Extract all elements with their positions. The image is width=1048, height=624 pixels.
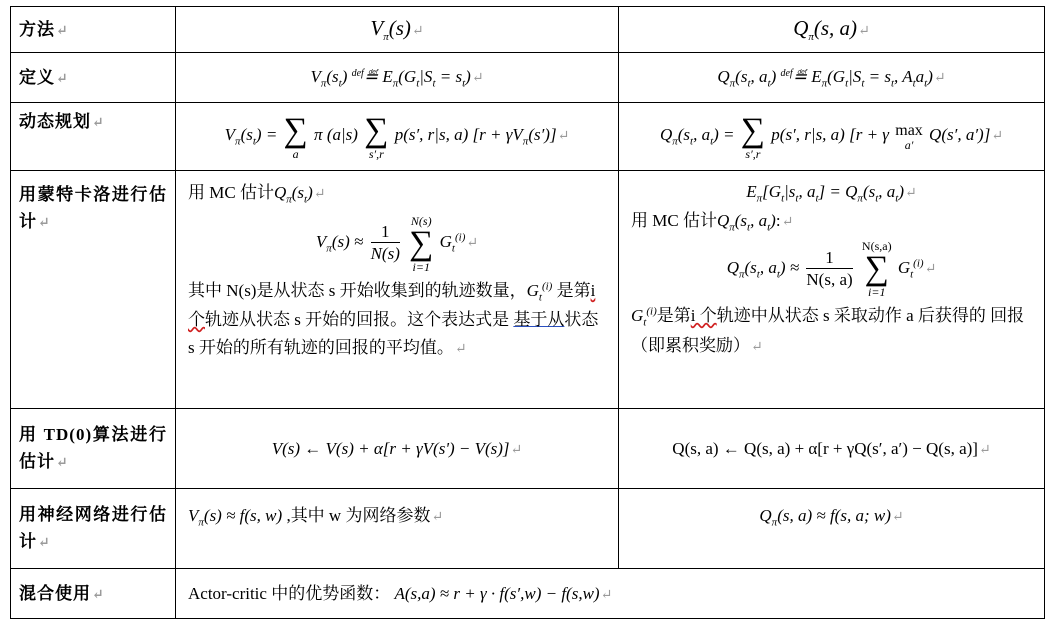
td-v-formula: V(s) ← V(s) + α[r + γV(s') − V(s)] [271, 438, 510, 458]
td-row [11, 409, 1045, 489]
definition-v-formula: $V_\pi(s_t)$ $^{def}$≝ $E_\pi(G_t|S_t = s_t)$ [310, 66, 471, 89]
return-mark-icon: ↵ [557, 129, 570, 145]
return-mark-icon: ↵ [471, 70, 484, 86]
return-mark-icon: ↵ [600, 587, 613, 603]
dp-row [11, 103, 1045, 171]
return-mark-icon: ↵ [56, 71, 69, 87]
header-q-cell [619, 7, 1045, 53]
return-mark-icon: ↵ [56, 456, 69, 472]
mixed-label-cell [11, 569, 176, 619]
dp-q-formula: $Q_\pi(s_t$, $a_t$) = ∑ s′,r p(s′, r|s, a) [r + γ max a′ Q(s′, a′)] [659, 111, 991, 161]
comparison-table [10, 6, 1045, 619]
definition-q-formula: $Q_\pi(s_t$, $a_t$) $^{def}$≝ $E_\pi(G_t|S_t = s_t$, $A_ta_t$) [717, 66, 933, 89]
definition-label: 定义 [19, 67, 55, 87]
dp-v-formula: $V_\pi(s_t)$ = ∑ a π (a|s) ∑ s′,r p(s′, r|s, a) $[r + \gamma V_\pi(s')]$ [224, 111, 557, 161]
td-q-cell [619, 409, 1045, 489]
nn-row [11, 489, 1045, 569]
mc-v-intro: 用 MC 估计$Q_\pi(s_t)↵$ [188, 183, 326, 206]
header-method-cell [11, 7, 176, 53]
return-mark-icon: ↵ [92, 116, 105, 131]
mc-label-cell [11, 171, 176, 409]
return-mark-icon: ↵ [56, 23, 69, 39]
mc-q-intro: 用 MC 估计$Q_\pi(s_t$, $a_t):↵$ [631, 210, 794, 234]
definition-label-cell [11, 53, 176, 103]
return-mark-icon: ↵ [991, 129, 1004, 145]
mc-v-explanation: 其中 N(s)是从状态 s 开始收集到的轨迹数量，$G_t^{(i)}$ 是第i 个轨迹从状态 s 开始的回报。这个表达式是 基于从状态 s 开始的所有轨迹的回报的平均值。↵ [188, 279, 599, 358]
sum-symbol: N(s) ∑ i=1 [409, 213, 434, 274]
mixed-label: 混合使用 [19, 583, 91, 603]
return-mark-icon: ↵ [92, 587, 105, 603]
mc-q-cell [619, 171, 1045, 409]
mc-q-formula-2: $Q_\pi(s_t$, $a_t$) ≈ $\frac{1}{N(s, a)}$ N(s,a) ∑ i=1 $G_t^{(i)}↵$ [726, 239, 937, 300]
mc-label: 用蒙特卡洛进行估计 [19, 185, 167, 232]
nn-v-cell [176, 489, 619, 569]
sum-symbol: ∑ a [283, 111, 308, 161]
td-label-cell [11, 409, 176, 489]
sum-symbol: N(s,a) ∑ i=1 [861, 239, 892, 300]
td-q-formula: Q(s, a) ← Q(s, a) + α[r + γQ(s′, a′) − Q(s, a)] [672, 438, 978, 458]
header-row [11, 7, 1045, 53]
mixed-text: Actor-critic 中的优势函数： [188, 583, 391, 603]
return-mark-icon: ↵ [858, 24, 870, 40]
definition-row [11, 53, 1045, 103]
header-v-cell [176, 7, 619, 53]
nn-label-cell [11, 489, 176, 569]
definition-v-cell [176, 53, 619, 103]
return-mark-icon: ↵ [38, 216, 51, 232]
header-method: 方法 [19, 19, 55, 39]
nn-v-formula: $V_\pi(s) \approx f(s$, w) [188, 506, 283, 529]
fraction: $\frac{1}{N(s, a)}$ [806, 247, 853, 290]
td-v-cell [176, 409, 619, 489]
fraction: $\frac{1}{N(s)}$ [370, 221, 400, 264]
return-mark-icon: ↵ [431, 510, 444, 525]
header-q: $Q_\pi(s$, a) [793, 16, 858, 44]
mc-row [11, 171, 1045, 409]
dp-label-cell [11, 103, 176, 171]
definition-q-cell [619, 53, 1045, 103]
nn-q-formula: $Q_\pi(s$, a) ≈ f(s, a; w) [759, 506, 891, 529]
header-v: $V_\pi(s)$ [370, 16, 411, 44]
nn-label: 用神经网络进行估计 [19, 505, 167, 552]
dp-label: 动态规划 [19, 112, 91, 131]
return-mark-icon: ↵ [891, 510, 904, 525]
return-mark-icon: ↵ [411, 24, 424, 40]
max-operator: max a′ [895, 121, 923, 152]
dp-v-cell [176, 103, 619, 171]
sum-symbol: ∑ s′,r [364, 111, 389, 161]
mc-q-explanation: $G_t^{(i)}$是第i 个轨迹中从状态 s 采取动作 a 后获得的 回报（即累积奖励）↵ [631, 305, 1025, 355]
return-mark-icon: ↵ [38, 536, 51, 552]
return-mark-icon: ↵ [510, 442, 523, 458]
dp-q-cell [619, 103, 1045, 171]
nn-q-cell [619, 489, 1045, 569]
mixed-cell [176, 569, 1045, 619]
mc-q-formula-1: $E_\pi[G_t|s_t$, $a_t] = Q_\pi(s_t$, $a_t)↵$ [746, 182, 917, 205]
mixed-row [11, 569, 1045, 619]
nn-v-text: ,其中 w 为网络参数 [286, 506, 431, 525]
return-mark-icon: ↵ [978, 442, 991, 458]
return-mark-icon: ↵ [933, 70, 946, 86]
mc-v-formula: $V_\pi(s)$ ≈ $\frac{1}{N(s)}$ N(s) ∑ i=1 $G_t^{(i)}↵$ [315, 213, 479, 274]
sum-symbol: ∑ s′,r [740, 111, 766, 161]
mixed-formula: A(s,a) ≈ r + γ · f(s′,w) − f(s,w) [394, 583, 600, 603]
td-label: 用 TD(0)算法进行估计 [19, 425, 167, 472]
mc-v-cell [176, 171, 619, 409]
